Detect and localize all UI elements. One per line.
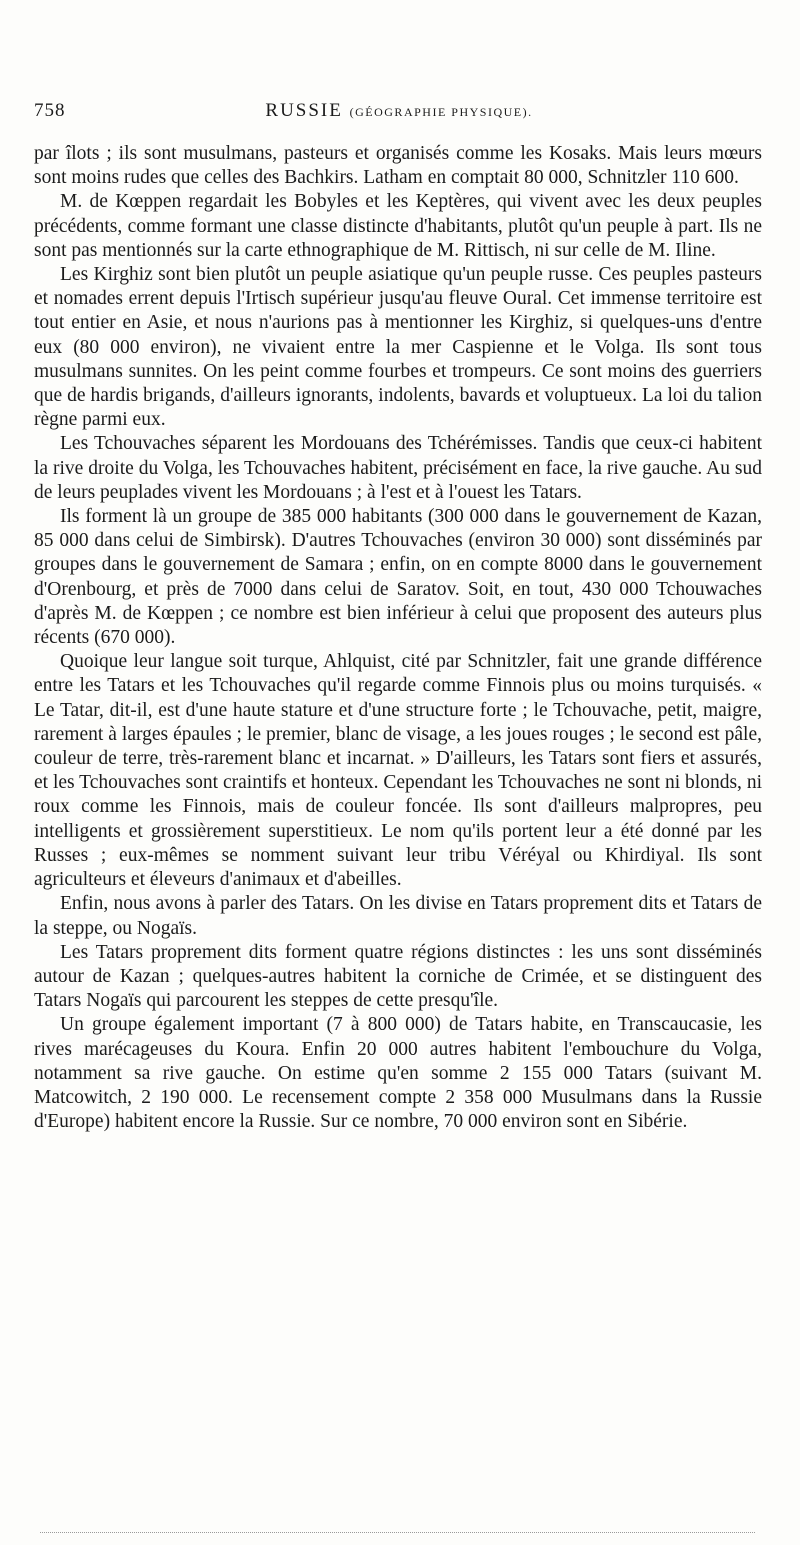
paragraph: Quoique leur langue soit turque, Ahlquist, cité par Schnitzler, fait une grande différence entre les Tatars et les Tchouvaches qu'il regarde comme Finnois plus ou moins turquisés. « Le Tatar, dit-il, est d'une haute stature et d'une structure forte ; le Tchouvache, petit, maigre, rarement à larges épaules ; le premier, blanc de visage, a les joues rouges ; le second est pâle, couleur de terre, très-rarement blanc et incarnat. » D'ailleurs, les Tatars sont fiers et assurés, et les Tchouvaches sont craintifs et honteux. Cependant les Tchouvaches ne sont ni blonds, ni roux comme les Finnois, mais de couleur foncée. Ils sont d'ailleurs malpropres, peu intelligents et grossièrement superstitieux. Le nom qu'ils portent leur a été donné par les Russes ; eux-mêmes se nomment suivant leur tribu Véréyal ou Khirdiyal. Ils sont agriculteurs et éleveurs d'animaux et d'abeilles. xyxy=(34,651,762,891)
running-title-sub: (GÉOGRAPHIE PHYSIQUE). xyxy=(349,105,533,119)
running-title-main: RUSSIE xyxy=(265,100,343,121)
running-title xyxy=(34,100,764,122)
body-text xyxy=(34,142,762,1134)
footer-divider xyxy=(40,1532,755,1533)
paragraph: Un groupe également important (7 à 800 000) de Tatars habite, en Transcaucasie, les rives marécageuses du Koura. Enfin 20 000 autres habitent l'embouchure du Volga, notamment sa rive gauche. On estime qu'en somme 2 155 000 Tatars (suivant M. Matcowitch, 2 190 000. Le recensement compte 2 358 000 Musulmans dans la Russie d'Europe) habitent encore la Russie. Sur ce nombre, 70 000 environ sont en Sibérie. xyxy=(34,1014,762,1133)
paragraph: Les Tchouvaches séparent les Mordouans des Tchérémisses. Tandis que ceux-ci habitent la rive droite du Volga, les Tchouvaches habitent, précisément en face, la rive gauche. Au sud de leurs peuplades vivent les Mordouans ; à l'est et à l'ouest les Tatars. xyxy=(34,433,762,503)
paragraph: Les Kirghiz sont bien plutôt un peuple asiatique qu'un peuple russe. Ces peuples pasteurs et nomades errent depuis l'Irtisch supérieur jusqu'au fleuve Oural. Cet immense territoire est tout entier en Asie, et nous n'aurions pas à mentionner les Kirghiz, si quelques-uns d'entre eux (80 000 environ), ne vivaient entre la mer Caspienne et le Volga. Ils sont tous musulmans sunnites. On les peint comme fourbes et trompeurs. Ce sont moins des guerriers que de hardis brigands, d'ailleurs ignorants, indolents, bavards et voluptueux. La loi du talion règne parmi eux. xyxy=(34,264,762,431)
paragraph: M. de Kœppen regardait les Bobyles et les Keptères, qui vivent avec les deux peuples précédents, comme formant une classe distincte d'habitants, plutôt qu'un peuple à part. Ils ne sont pas mentionnés sur la carte ethnographique de M. Rittisch, ni sur celle de M. Iline. xyxy=(34,191,762,261)
paragraph: par îlots ; ils sont musulmans, pasteurs et organisés comme les Kosaks. Mais leurs mœurs sont moins rudes que celles des Bachkirs. Latham en comptait 80 000, Schnitzler 110 600. xyxy=(34,143,762,189)
paragraph: Ils forment là un groupe de 385 000 habitants (300 000 dans le gouvernement de Kazan, 85 000 dans celui de Simbirsk). D'autres Tchouvaches (environ 30 000) sont disséminés par groupes dans le gouvernement de Samara ; enfin, on en compte 8000 dans le gouvernement d'Orenbourg, et près de 7000 dans celui de Saratov. Soit, en tout, 430 000 Tchouwaches d'après M. de Kœppen ; ce nombre est bien inférieur à celui que proposent des auteurs plus récents (670 000). xyxy=(34,506,762,649)
page-number: 758 xyxy=(34,100,66,121)
paragraph: Les Tatars proprement dits forment quatre régions distinctes : les uns sont disséminés autour de Kazan ; quelques-autres habitent la corniche de Crimée, et se distinguent des Tatars Nogaïs qui parcourent les steppes de cette presqu'île. xyxy=(34,941,762,1012)
running-header xyxy=(34,100,764,130)
paragraph: Enfin, nous avons à parler des Tatars. On les divise en Tatars proprement dits et Tatars de la steppe, ou Nogaïs. xyxy=(34,893,762,939)
